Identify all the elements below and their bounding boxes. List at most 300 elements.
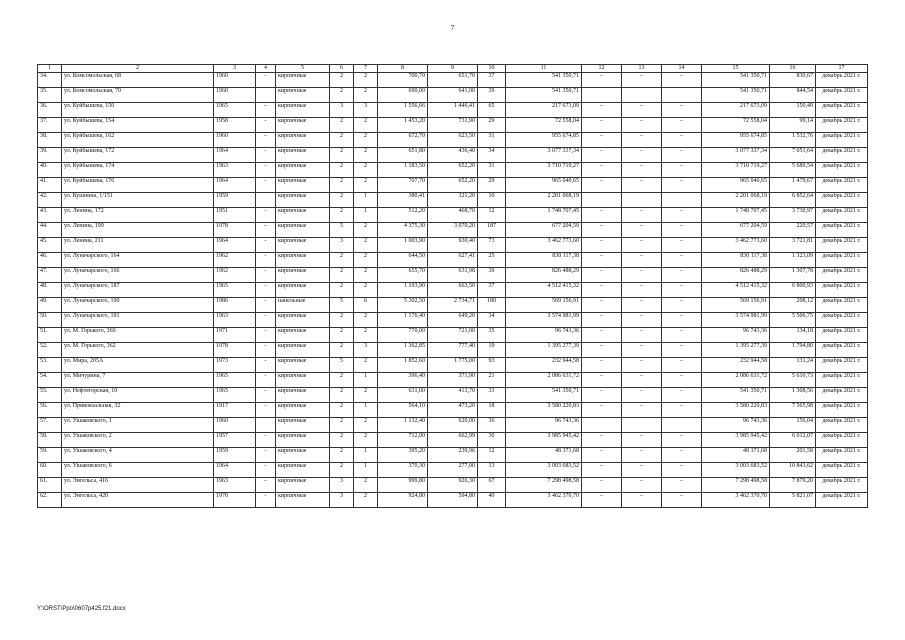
table-cell: – bbox=[622, 448, 662, 463]
table-cell: ул. Энгельса, 420 bbox=[62, 493, 214, 508]
table-cell: 2 bbox=[330, 268, 354, 283]
table-cell: - bbox=[256, 463, 276, 478]
table-cell: – bbox=[622, 463, 662, 478]
table-cell: 1964 bbox=[214, 463, 256, 478]
table-cell: кирпичные bbox=[276, 88, 330, 103]
table-cell: – bbox=[622, 478, 662, 493]
table-cell: – bbox=[662, 433, 702, 448]
table-cell: – bbox=[582, 493, 622, 508]
table-cell: 2 bbox=[354, 148, 378, 163]
table-cell: – bbox=[662, 283, 702, 298]
table-cell bbox=[582, 193, 622, 208]
table-cell: ул. Комсомольская, 70 bbox=[62, 88, 214, 103]
table-cell: 5 bbox=[330, 223, 354, 238]
table-cell: 2 bbox=[330, 313, 354, 328]
table-cell: декабрь 2021 г. bbox=[816, 223, 868, 238]
table-cell: 2 bbox=[330, 403, 354, 418]
table-cell: декабрь 2021 г. bbox=[816, 478, 868, 493]
table-cell: 1 748 707,45 bbox=[506, 208, 582, 223]
table-cell: – bbox=[582, 283, 622, 298]
table-cell: 541 350,71 bbox=[702, 88, 770, 103]
table-cell: – bbox=[662, 223, 702, 238]
table-row bbox=[38, 418, 868, 433]
table-row bbox=[38, 298, 868, 313]
table-cell: 57. bbox=[38, 418, 62, 433]
table-cell: 72 558,04 bbox=[702, 118, 770, 133]
table-cell: 2 bbox=[354, 223, 378, 238]
table-cell: 2 bbox=[330, 148, 354, 163]
table-cell: кирпичные bbox=[276, 163, 330, 178]
table-cell: 2 bbox=[354, 418, 378, 433]
table-cell: 644,50 bbox=[378, 253, 428, 268]
table-cell: 31 bbox=[478, 133, 506, 148]
table-cell: – bbox=[662, 343, 702, 358]
table-cell: 777,40 bbox=[428, 343, 478, 358]
table-cell: 721,00 bbox=[428, 328, 478, 343]
table-cell bbox=[622, 88, 662, 103]
table-cell: – bbox=[582, 253, 622, 268]
table-cell: ул. Куйбышева, 150 bbox=[62, 103, 214, 118]
column-header: 6 bbox=[330, 65, 354, 73]
table-cell: кирпичные bbox=[276, 388, 330, 403]
table-cell: 541 350,71 bbox=[506, 73, 582, 88]
table-cell: – bbox=[622, 493, 662, 508]
table-cell: 1 748 707,45 bbox=[702, 208, 770, 223]
table-cell: кирпичные bbox=[276, 208, 330, 223]
table-cell: 34 bbox=[478, 148, 506, 163]
table-cell: 1962 bbox=[214, 268, 256, 283]
table-cell: 2 bbox=[330, 193, 354, 208]
table-cell: 3 077 337,34 bbox=[506, 148, 582, 163]
table-cell: – bbox=[622, 223, 662, 238]
table-cell: 1 193,90 bbox=[378, 283, 428, 298]
table-cell: 662,99 bbox=[428, 433, 478, 448]
table-cell: 13 bbox=[478, 463, 506, 478]
table-cell: 99,14 bbox=[770, 118, 816, 133]
table-cell: кирпичные bbox=[276, 73, 330, 88]
table-row bbox=[38, 448, 868, 463]
table-cell: ул. Луначарского, 164 bbox=[62, 253, 214, 268]
table-cell: декабрь 2021 г. bbox=[816, 268, 868, 283]
table-cell bbox=[622, 193, 662, 208]
table-cell: 53. bbox=[38, 358, 62, 373]
table-cell: – bbox=[622, 313, 662, 328]
table-cell: 955 674,85 bbox=[506, 133, 582, 148]
table-cell: 1965 bbox=[214, 373, 256, 388]
table-cell: 6 012,07 bbox=[770, 433, 816, 448]
table-cell: – bbox=[582, 223, 622, 238]
table-cell: 830 117,38 bbox=[506, 253, 582, 268]
table-row bbox=[38, 73, 868, 88]
table-cell: 277,00 bbox=[428, 463, 478, 478]
table-cell bbox=[582, 88, 622, 103]
table-cell: декабрь 2021 г. bbox=[816, 373, 868, 388]
table-cell: 2 bbox=[354, 88, 378, 103]
table-cell: 30 bbox=[478, 268, 506, 283]
table-cell: декабрь 2021 г. bbox=[816, 343, 868, 358]
table-cell: кирпичные bbox=[276, 223, 330, 238]
table-cell: 627,41 bbox=[428, 253, 478, 268]
table-cell: 232 944,58 bbox=[702, 358, 770, 373]
table-cell: 5 506,75 bbox=[770, 313, 816, 328]
column-header: 13 bbox=[622, 65, 662, 73]
table-cell: декабрь 2021 г. bbox=[816, 208, 868, 223]
table-cell: 830 117,38 bbox=[702, 253, 770, 268]
table-cell: 1917 bbox=[214, 403, 256, 418]
table-cell: 220,57 bbox=[770, 223, 816, 238]
table-cell: ул. Привокзальная, 32 bbox=[62, 403, 214, 418]
table-cell: – bbox=[582, 208, 622, 223]
table-cell: 2 bbox=[354, 358, 378, 373]
table-cell: – bbox=[582, 433, 622, 448]
table-cell: 208,12 bbox=[770, 298, 816, 313]
table-cell: 1963 bbox=[214, 163, 256, 178]
table-cell: 541 350,71 bbox=[702, 388, 770, 403]
table-cell: 1 bbox=[354, 403, 378, 418]
table-cell: 1962 bbox=[214, 253, 256, 268]
table-cell: 2 bbox=[354, 493, 378, 508]
table-row bbox=[38, 148, 868, 163]
table-cell: – bbox=[662, 478, 702, 493]
table-cell: 2 bbox=[330, 118, 354, 133]
table-cell: 1 479,67 bbox=[770, 178, 816, 193]
table-cell: – bbox=[662, 448, 702, 463]
table-cell: 1978 bbox=[214, 223, 256, 238]
table-cell: 33 bbox=[478, 388, 506, 403]
table-cell: 712,00 bbox=[378, 433, 428, 448]
table-cell: 54. bbox=[38, 373, 62, 388]
table-cell: 73 bbox=[478, 238, 506, 253]
table-cell: – bbox=[662, 313, 702, 328]
table-cell: 1963 bbox=[214, 478, 256, 493]
table-cell: 1964 bbox=[214, 148, 256, 163]
table-cell: 38. bbox=[38, 133, 62, 148]
table-cell: - bbox=[256, 298, 276, 313]
table-cell: 1 395 277,39 bbox=[702, 343, 770, 358]
table-cell: 2 bbox=[354, 73, 378, 88]
table-cell: – bbox=[662, 388, 702, 403]
table-cell: 2 bbox=[330, 373, 354, 388]
table-cell: – bbox=[662, 133, 702, 148]
table-cell: – bbox=[622, 433, 662, 448]
table-cell: - bbox=[256, 268, 276, 283]
table-row bbox=[38, 313, 868, 328]
table-cell: ул. Ленина, 172 bbox=[62, 208, 214, 223]
table-cell: – bbox=[256, 133, 276, 148]
table-cell: – bbox=[662, 493, 702, 508]
table-cell: 47. bbox=[38, 268, 62, 283]
table-cell: 3 721,81 bbox=[770, 238, 816, 253]
table-row bbox=[38, 268, 868, 283]
table-cell: декабрь 2021 г. bbox=[816, 178, 868, 193]
column-header: 15 bbox=[702, 65, 770, 73]
table-cell: - bbox=[256, 253, 276, 268]
table-row bbox=[38, 328, 868, 343]
table-cell bbox=[662, 193, 702, 208]
table-cell: – bbox=[622, 103, 662, 118]
table-cell: 4 512 415,32 bbox=[506, 283, 582, 298]
table-cell: – bbox=[622, 358, 662, 373]
table-cell: 3 580 220,83 bbox=[506, 403, 582, 418]
table-cell: – bbox=[582, 373, 622, 388]
table-cell: 7 879,20 bbox=[770, 478, 816, 493]
table-cell: 2 bbox=[330, 73, 354, 88]
table-cell: 655,70 bbox=[378, 268, 428, 283]
table-cell: 3 462 370,70 bbox=[702, 493, 770, 508]
table-cell: кирпичные bbox=[276, 433, 330, 448]
table-cell: 48. bbox=[38, 283, 62, 298]
header-row bbox=[38, 65, 868, 73]
table-cell: - bbox=[256, 73, 276, 88]
table-cell: панельные bbox=[276, 298, 330, 313]
table-row bbox=[38, 283, 868, 298]
table-cell: 96 743,36 bbox=[506, 418, 582, 433]
table-cell bbox=[256, 88, 276, 103]
table-row bbox=[38, 253, 868, 268]
table-cell: 52. bbox=[38, 343, 62, 358]
table-cell: – bbox=[622, 253, 662, 268]
table-cell: 217 673,09 bbox=[702, 103, 770, 118]
table-cell: декабрь 2021 г. bbox=[816, 88, 868, 103]
table-cell: 1957 bbox=[214, 433, 256, 448]
table-cell: декабрь 2021 г. bbox=[816, 103, 868, 118]
table-cell: – bbox=[622, 163, 662, 178]
table-cell: – bbox=[582, 388, 622, 403]
table-cell: кирпичные bbox=[276, 328, 330, 343]
table-cell: 37. bbox=[38, 118, 62, 133]
table-cell: 59. bbox=[38, 448, 62, 463]
table-cell: кирпичные bbox=[276, 193, 330, 208]
table-cell: – bbox=[582, 103, 622, 118]
table-row bbox=[38, 388, 868, 403]
table-cell: – bbox=[582, 133, 622, 148]
table-cell: ул. Луначарского, 190 bbox=[62, 298, 214, 313]
table-cell: 1 794,80 bbox=[770, 343, 816, 358]
table-cell: 187 bbox=[478, 223, 506, 238]
table-cell: – bbox=[622, 373, 662, 388]
table-cell: 51. bbox=[38, 328, 62, 343]
table-row bbox=[38, 163, 868, 178]
table-cell: 826 488,29 bbox=[506, 268, 582, 283]
table-cell: 2 bbox=[330, 163, 354, 178]
table-cell: – bbox=[256, 223, 276, 238]
table-header bbox=[38, 65, 868, 73]
table-cell: – bbox=[662, 73, 702, 88]
table-cell: 3 077 337,34 bbox=[702, 148, 770, 163]
table-cell: 2 bbox=[330, 178, 354, 193]
table-cell: - bbox=[256, 238, 276, 253]
table-cell: 3 003 683,52 bbox=[506, 463, 582, 478]
table-cell: – bbox=[622, 208, 662, 223]
table-cell: 512,20 bbox=[378, 208, 428, 223]
table-cell: 2 bbox=[330, 283, 354, 298]
table-cell: 564,10 bbox=[378, 403, 428, 418]
footer-file-path: Y:\ORST\Ppo\0607p425.f21.docx bbox=[37, 606, 126, 612]
table-cell: кирпичные bbox=[276, 463, 330, 478]
table-cell: – bbox=[582, 448, 622, 463]
table-cell: 651,70 bbox=[428, 73, 478, 88]
table-cell: декабрь 2021 г. bbox=[816, 493, 868, 508]
table-cell: ул. Ушаковского, 6 bbox=[62, 463, 214, 478]
table-cell: 3 462 773,60 bbox=[506, 238, 582, 253]
table-cell: 2 086 631,72 bbox=[702, 373, 770, 388]
table-cell: 707,70 bbox=[378, 178, 428, 193]
table-cell: 12 bbox=[478, 448, 506, 463]
table-cell: 1964 bbox=[214, 178, 256, 193]
table-cell: кирпичные bbox=[276, 313, 330, 328]
table-cell: 1965 bbox=[214, 103, 256, 118]
table-cell: декабрь 2021 г. bbox=[816, 358, 868, 373]
table-cell: – bbox=[582, 268, 622, 283]
table-cell: 1960 bbox=[214, 73, 256, 88]
table-cell: 2 bbox=[354, 433, 378, 448]
table-cell: 3 574 981,99 bbox=[506, 313, 582, 328]
table-cell: 48 371,68 bbox=[702, 448, 770, 463]
table-cell: 955 674,85 bbox=[702, 133, 770, 148]
table-cell: 3 003 683,52 bbox=[702, 463, 770, 478]
table-cell: ул. Мичурина, 7 bbox=[62, 373, 214, 388]
table-cell: 2 bbox=[354, 178, 378, 193]
table-cell: 2 bbox=[330, 328, 354, 343]
table-cell: 37 bbox=[478, 73, 506, 88]
table-cell: 96 743,36 bbox=[702, 418, 770, 433]
table-cell: 6 bbox=[354, 298, 378, 313]
table-cell: 6 800,93 bbox=[770, 283, 816, 298]
table-cell: 4 512 415,32 bbox=[702, 283, 770, 298]
table-row bbox=[38, 133, 868, 148]
table-cell: 41. bbox=[38, 178, 62, 193]
table-cell: 25 bbox=[478, 253, 506, 268]
table-cell: – bbox=[582, 343, 622, 358]
table-cell: – bbox=[662, 253, 702, 268]
table-cell: – bbox=[662, 268, 702, 283]
table-cell: кирпичные bbox=[276, 343, 330, 358]
column-header: 7 bbox=[354, 65, 378, 73]
column-header: 14 bbox=[662, 65, 702, 73]
table-cell: 3 bbox=[330, 238, 354, 253]
table-cell: 7 298 498,58 bbox=[506, 478, 582, 493]
table-cell: 3 462 773,60 bbox=[702, 238, 770, 253]
table-cell: кирпичные bbox=[276, 358, 330, 373]
table-cell: 37 bbox=[478, 283, 506, 298]
table-cell: ул. Луначарского, 187 bbox=[62, 283, 214, 298]
table-cell: декабрь 2021 г. bbox=[816, 298, 868, 313]
table-cell: 3 070,20 bbox=[428, 223, 478, 238]
table-cell: ул. Ушаковского, 1 bbox=[62, 418, 214, 433]
table-cell: 1 bbox=[354, 463, 378, 478]
table-cell: – bbox=[622, 283, 662, 298]
table-cell: 594,80 bbox=[428, 493, 478, 508]
table-cell: 2 086 631,72 bbox=[506, 373, 582, 388]
table-cell: декабрь 2021 г. bbox=[816, 253, 868, 268]
table-cell: 1 132,40 bbox=[378, 418, 428, 433]
table-row bbox=[38, 493, 868, 508]
column-header: 4 bbox=[256, 65, 276, 73]
table-cell: 3 985 945,42 bbox=[506, 433, 582, 448]
table-cell: 3 bbox=[330, 103, 354, 118]
table-cell: 29 bbox=[478, 178, 506, 193]
table-cell: 50. bbox=[38, 313, 62, 328]
table-cell bbox=[582, 418, 622, 433]
table-cell: 134,18 bbox=[770, 328, 816, 343]
table-cell: 1959 bbox=[214, 448, 256, 463]
table-cell: 30 bbox=[478, 433, 506, 448]
table-cell: 180 bbox=[478, 298, 506, 313]
table-cell: декабрь 2021 г. bbox=[816, 283, 868, 298]
table-cell: 2 bbox=[354, 388, 378, 403]
column-header: 10 bbox=[478, 65, 506, 73]
table-cell: 2 bbox=[330, 388, 354, 403]
table-cell: – bbox=[662, 373, 702, 388]
table-cell: 677 204,59 bbox=[506, 223, 582, 238]
table-cell: ул. Куйбышева, 154 bbox=[62, 118, 214, 133]
table-row bbox=[38, 88, 868, 103]
column-header: 9 bbox=[428, 65, 478, 73]
table-row bbox=[38, 373, 868, 388]
column-header: 16 bbox=[770, 65, 816, 73]
table-cell: 677 204,59 bbox=[702, 223, 770, 238]
table-cell: – bbox=[622, 403, 662, 418]
table-cell: - bbox=[256, 313, 276, 328]
table-cell: декабрь 2021 г. bbox=[816, 238, 868, 253]
table-cell: 926,30 bbox=[428, 478, 478, 493]
table-cell: 623,50 bbox=[428, 133, 478, 148]
table-cell: 731,90 bbox=[428, 118, 478, 133]
table-cell: 620,00 bbox=[428, 418, 478, 433]
table-cell: – bbox=[622, 388, 662, 403]
table-cell: 1 323,09 bbox=[770, 253, 816, 268]
table-cell: 652,20 bbox=[428, 163, 478, 178]
table-cell: 2 bbox=[354, 253, 378, 268]
table-cell: – bbox=[622, 133, 662, 148]
table-cell: 2 bbox=[330, 88, 354, 103]
table-cell: кирпичные bbox=[276, 418, 330, 433]
table-cell: 232 944,58 bbox=[506, 358, 582, 373]
table-cell: 56. bbox=[38, 403, 62, 418]
table-cell: 36. bbox=[38, 103, 62, 118]
table-row bbox=[38, 358, 868, 373]
table-cell: декабрь 2021 г. bbox=[816, 193, 868, 208]
table-cell: 1 003,90 bbox=[378, 238, 428, 253]
table-cell: 31 bbox=[478, 163, 506, 178]
table-cell: 649,20 bbox=[428, 313, 478, 328]
table-cell: – bbox=[582, 298, 622, 313]
table-cell: 34. bbox=[38, 73, 62, 88]
table-cell: 541 350,71 bbox=[506, 388, 582, 403]
table-cell: ул. Куйбышева, 162 bbox=[62, 133, 214, 148]
table-cell: - bbox=[256, 493, 276, 508]
table-cell: – bbox=[662, 118, 702, 133]
column-header: 3 bbox=[214, 65, 256, 73]
table-cell: кирпичные bbox=[276, 373, 330, 388]
table-cell: ул. Энгельса, 416 bbox=[62, 478, 214, 493]
table-row bbox=[38, 208, 868, 223]
table-cell: 5 302,50 bbox=[378, 298, 428, 313]
table-cell: 965 040,65 bbox=[702, 178, 770, 193]
table-cell: – bbox=[582, 403, 622, 418]
table-cell: 1965 bbox=[214, 283, 256, 298]
table-cell: 2 734,71 bbox=[428, 298, 478, 313]
table-cell: 370,30 bbox=[378, 463, 428, 478]
table-cell: – bbox=[582, 358, 622, 373]
table-cell: ул. Нефтегорская, 10 bbox=[62, 388, 214, 403]
table-cell: 1958 bbox=[214, 118, 256, 133]
table-cell: 3 730,97 bbox=[770, 208, 816, 223]
table-cell: 641,00 bbox=[428, 88, 478, 103]
table-body bbox=[38, 73, 868, 508]
table-cell: – bbox=[582, 178, 622, 193]
table-cell: 12 bbox=[478, 208, 506, 223]
